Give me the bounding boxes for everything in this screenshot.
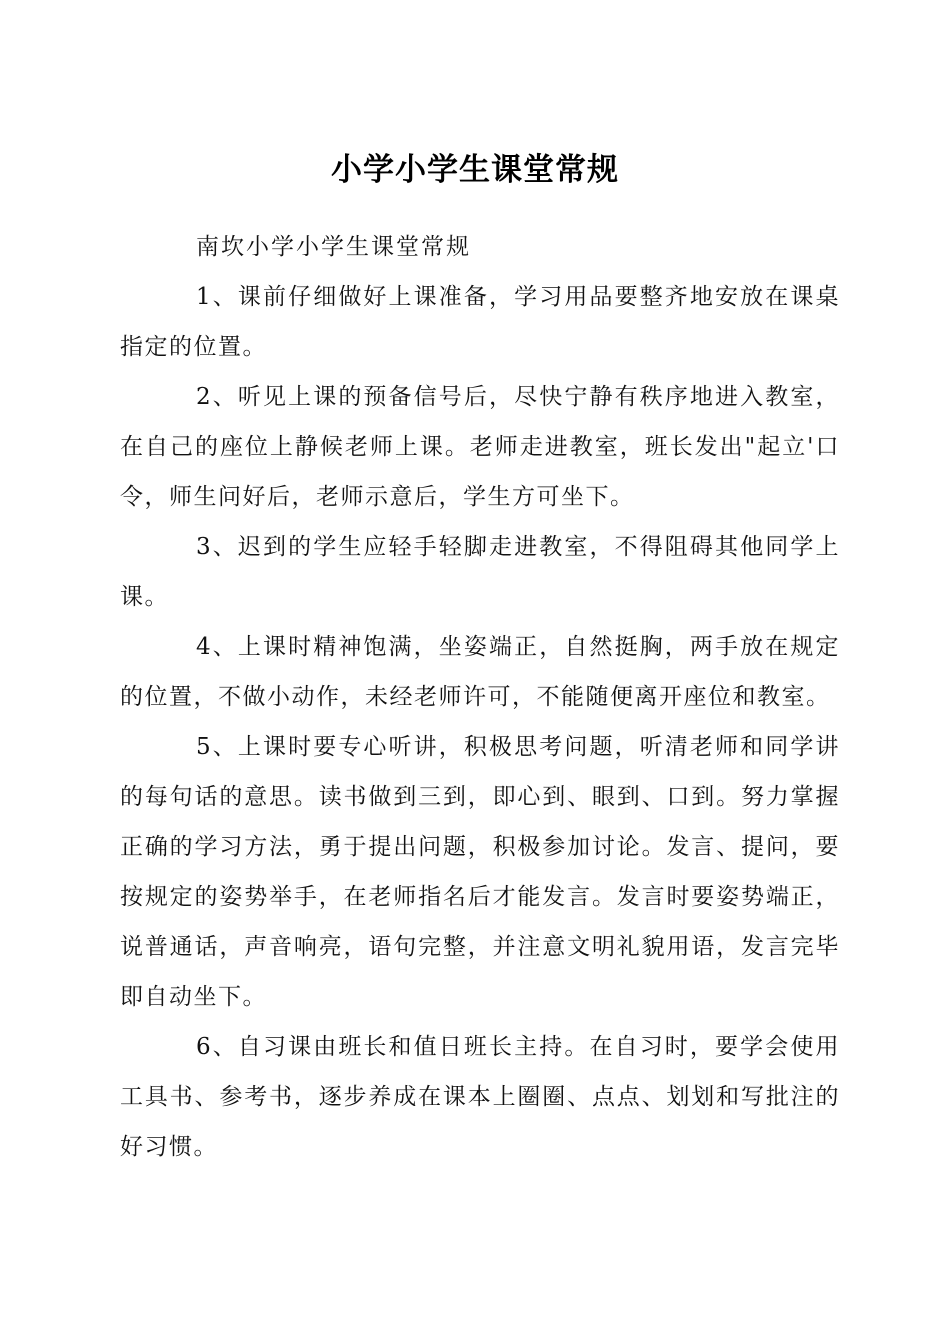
document-body bbox=[120, 222, 840, 1172]
rule-paragraph-4: 4、上课时精神饱满，坐姿端正，自然挺胸，两手放在规定的位置，不做小动作，未经老师许可，不能随便离开座位和教室。 bbox=[120, 634, 840, 710]
document-title: 小学小学生课堂常规 bbox=[331, 152, 619, 188]
rule-paragraph-6: 6、自习课由班长和值日班长主持。在自习时，要学会使用工具书、参考书，逐步养成在课本上圈圈、点点、划划和写批注的好习惯。 bbox=[120, 1034, 840, 1160]
rule-paragraph-1: 1、课前仔细做好上课准备，学习用品要整齐地安放在课桌指定的位置。 bbox=[120, 284, 840, 360]
rule-paragraph-5: 5、上课时要专心听讲，积极思考问题，听清老师和同学讲的每句话的意思。读书做到三到，即心到、眼到、口到。努力掌握正确的学习方法，勇于提出问题，积极参加讨论。发言、提问，要按规定的姿势举手，在老师指名后才能发言。发言时要姿势端正，说普通话，声音响亮，语句完整，并注意文明礼貌用语，发言完毕即自动坐下。 bbox=[120, 734, 840, 1010]
rule-paragraph-2: 2、听见上课的预备信号后，尽快宁静有秩序地进入教室，在自己的座位上静候老师上课。老师走进教室，班长发出"起立'口令，师生问好后，老师示意后，学生方可坐下。 bbox=[120, 384, 840, 510]
document-subtitle: 南坎小学小学生课堂常规 bbox=[196, 234, 471, 260]
rule-paragraph-3: 3、迟到的学生应轻手轻脚走进教室，不得阻碍其他同学上课。 bbox=[120, 534, 840, 610]
